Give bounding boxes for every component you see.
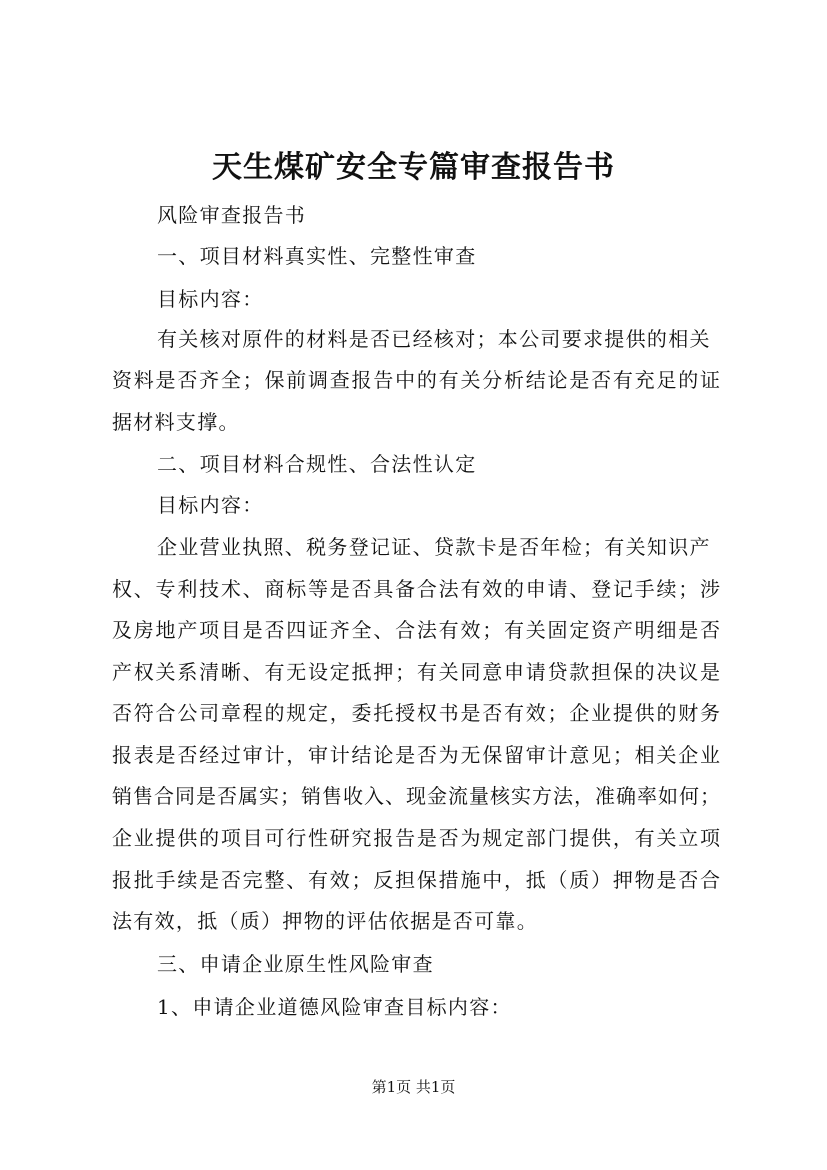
paragraph-line: 目标内容： [157, 493, 264, 517]
paragraph-line: 报批手续是否完整、有效；反担保措施中，抵（质）押物是否合 [112, 868, 720, 892]
paragraph-line: 报表是否经过审计，审计结论是否为无保留审计意见；相关企业 [112, 743, 720, 767]
paragraph-line: 及房地产项目是否四证齐全、合法有效；有关固定资产明细是否 [112, 618, 720, 642]
document-title: 天生煤矿安全专篇审查报告书 [212, 150, 615, 185]
section-heading: 三、申请企业原生性风险审查 [157, 952, 434, 976]
subsection-heading: 1、申请企业道德风险审查目标内容： [157, 995, 512, 1019]
section-heading: 二、项目材料合规性、合法性认定 [157, 452, 477, 476]
paragraph-line: 据材料支撑。 [112, 410, 240, 434]
paragraph-line: 否符合公司章程的规定，委托授权书是否有效；企业提供的财务 [112, 701, 720, 725]
section-heading: 一、项目材料真实性、完整性审查 [157, 244, 477, 268]
paragraph-line: 法有效，抵（质）押物的评估依据是否可靠。 [112, 909, 538, 933]
page-footer: 第1页 共1页 [371, 1078, 456, 1096]
paragraph-line: 目标内容： [157, 287, 264, 311]
paragraph-line: 权、专利技术、商标等是否具备合法有效的申请、登记手续；涉 [112, 577, 720, 601]
paragraph-line: 产权关系清晰、有无设定抵押；有关同意申请贷款担保的决议是 [112, 660, 720, 684]
paragraph-line: 企业营业执照、税务登记证、贷款卡是否年检；有关知识产 [157, 535, 711, 559]
paragraph-line: 资料是否齐全；保前调查报告中的有关分析结论是否有充足的证 [112, 368, 720, 392]
paragraph-line: 有关核对原件的材料是否已经核对；本公司要求提供的相关 [157, 327, 711, 351]
paragraph-line: 销售合同是否属实；销售收入、现金流量核实方法，准确率如何； [112, 784, 720, 808]
paragraph-line: 风险审查报告书 [157, 203, 307, 227]
paragraph-line: 企业提供的项目可行性研究报告是否为规定部门提供，有关立项 [112, 826, 720, 850]
